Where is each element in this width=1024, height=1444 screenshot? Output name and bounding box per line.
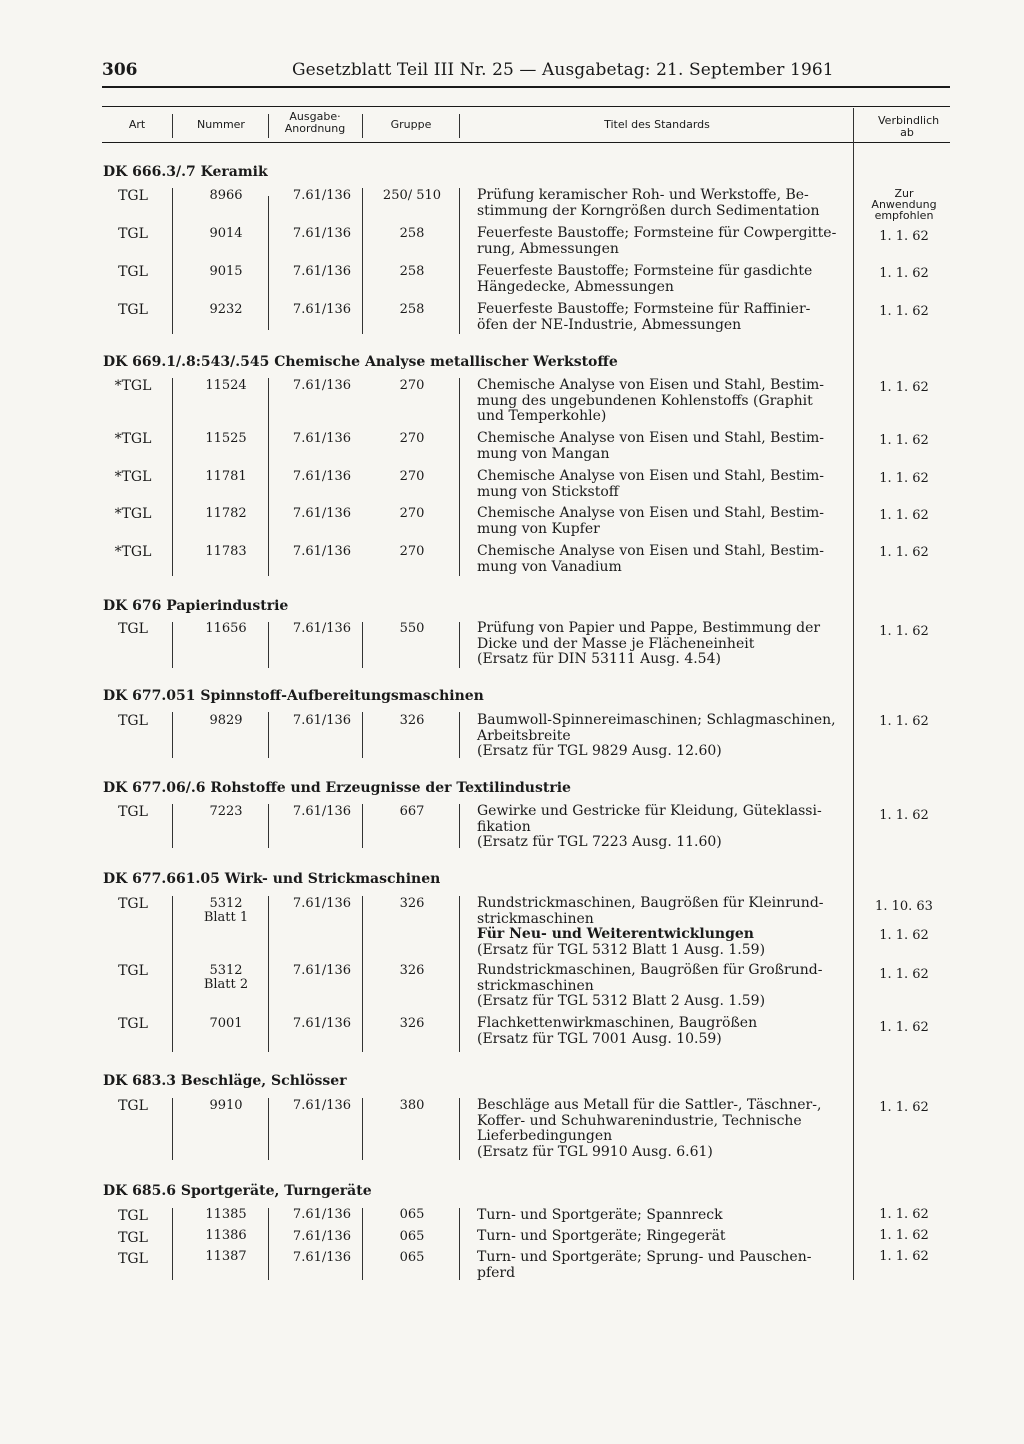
head-sep <box>853 108 854 1280</box>
row-gruppe: 380 <box>399 1098 425 1113</box>
row-nummer: 9829 <box>209 713 243 728</box>
row-ausgabe: 7.61/136 <box>292 506 352 521</box>
col-sep <box>268 622 269 668</box>
header-title: Gesetzblatt Teil III Nr. 25 — Ausgabetag: 21. September 1961 <box>292 60 834 80</box>
row-titel <box>477 226 852 257</box>
title-line: Chemische Analyse von Eisen und Stahl, Bestim- <box>477 468 825 484</box>
row-nummer: 11782 <box>205 506 247 521</box>
row-ausgabe: 7.61/136 <box>292 1229 352 1244</box>
row-verbindlich: 1. 10. 63 <box>875 899 933 914</box>
title-line: Turn- und Sportgeräte; Ringegerät <box>477 1228 726 1244</box>
col-sep <box>362 622 363 668</box>
col-sep <box>459 378 460 576</box>
col-sep <box>172 378 173 576</box>
row-gruppe: 270 <box>399 506 425 521</box>
col-sep <box>172 1098 173 1160</box>
section-title: DK 677.051 Spinnstoff-Aufbereitungsmaschinen <box>103 688 484 704</box>
col-sep <box>172 188 173 334</box>
row-nummer: 9015 <box>209 264 243 279</box>
table-top-rule <box>102 106 950 107</box>
row-nummer: 8966 <box>209 188 243 203</box>
title-line: mung von Stickstoff <box>477 483 619 500</box>
col-sep <box>459 712 460 758</box>
row-gruppe: 258 <box>399 226 425 241</box>
head-sep <box>459 114 460 138</box>
col-sep <box>459 1208 460 1280</box>
col-sep <box>362 804 363 848</box>
row-verbindlich: 1. 1. 62 <box>879 624 929 639</box>
row-nummer: 9910 <box>209 1098 243 1113</box>
row-verbindlich: 1. 1. 62 <box>879 967 929 982</box>
title-line: Prüfung keramischer Roh- und Werkstoffe, Be- <box>477 187 809 203</box>
title-line: öfen der NE-Industrie, Abmessungen <box>477 316 742 333</box>
row-art: TGL <box>118 804 148 820</box>
title-line: Feuerfeste Baustoffe; Formsteine für Raffinier- <box>477 301 811 317</box>
title-line: Arbeitsbreite <box>477 727 571 744</box>
row-verbindlich: 1. 1. 62 <box>879 1249 929 1264</box>
row-verbindlich: 1. 1. 62 <box>879 1207 929 1222</box>
row-ausgabe: 7.61/136 <box>292 1016 352 1031</box>
row-gruppe: 326 <box>399 896 425 911</box>
title-line: Chemische Analyse von Eisen und Stahl, Bestim- <box>477 543 825 559</box>
row-ausgabe: 7.61/136 <box>292 804 352 819</box>
row-titel <box>477 1250 852 1281</box>
col-sep <box>362 896 363 1052</box>
row-gruppe: 065 <box>399 1229 425 1244</box>
title-line: Koffer- und Schuhwarenindustrie, Technische <box>477 1112 802 1129</box>
title-line: Beschläge aus Metall für die Sattler-, Täschner-, <box>477 1097 822 1113</box>
title-line: Lieferbedingungen <box>477 1128 613 1144</box>
head-sep <box>362 114 363 138</box>
title-line: (Ersatz für TGL 5312 Blatt 1 Ausg. 1.59) <box>477 941 766 958</box>
row-blatt: Blatt 2 <box>203 977 249 992</box>
title-line: (Ersatz für TGL 9829 Ausg. 12.60) <box>477 743 722 759</box>
title-line: und Temperkohle) <box>477 408 607 424</box>
row-titel <box>477 804 852 851</box>
title-line: Flachkettenwirkmaschinen, Baugrößen <box>477 1015 758 1031</box>
row-ausgabe: 7.61/136 <box>292 713 352 728</box>
col-sep <box>459 804 460 848</box>
row-verbindlich: 1. 1. 62 <box>879 266 929 281</box>
row-gruppe: 326 <box>399 963 425 978</box>
section-title: DK 666.3/.7 Keramik <box>103 164 268 180</box>
row-verbindlich: 1. 1. 62 <box>879 1020 929 1035</box>
row-art: TGL <box>118 1098 148 1114</box>
row-gruppe: 667 <box>399 804 425 819</box>
title-line: Turn- und Sportgeräte; Sprung- und Pauschen- <box>477 1249 812 1265</box>
section-title: DK 677.06/.6 Rohstoffe und Erzeugnisse der Textilindustrie <box>103 780 571 796</box>
col-sep <box>459 622 460 668</box>
col-sep <box>268 196 269 330</box>
row-verbindlich: 1. 1. 62 <box>879 229 929 244</box>
col-sep <box>459 896 460 1052</box>
row-nummer: 11781 <box>205 469 247 484</box>
row-nummer: 11386 <box>205 1228 247 1243</box>
row-titel <box>477 264 852 295</box>
row-nummer: 9232 <box>209 302 243 317</box>
row-nummer: 11656 <box>205 621 247 636</box>
col-sep <box>362 712 363 758</box>
row-art: TGL <box>118 302 148 318</box>
row-titel <box>477 1229 852 1245</box>
row-art: TGL <box>118 621 148 637</box>
col-sep <box>268 378 269 576</box>
row-ausgabe: 7.61/136 <box>292 1250 352 1265</box>
row-art: TGL <box>118 896 148 912</box>
row-titel <box>477 188 852 219</box>
title-line: Prüfung von Papier und Pappe, Bestimmung der <box>477 620 821 636</box>
row-ausgabe: 7.61/136 <box>292 1098 352 1113</box>
row-art: TGL <box>118 1251 148 1267</box>
page-number: 306 <box>102 60 138 80</box>
col-sep <box>362 1208 363 1280</box>
title-line: fikation <box>477 818 531 835</box>
row-gruppe: 326 <box>399 1016 425 1031</box>
title-line: strickmaschinen <box>477 977 594 994</box>
row-gruppe: 270 <box>399 544 425 559</box>
title-line: stimmung der Korngrößen durch Sedimentation <box>477 202 820 219</box>
col-sep <box>362 1098 363 1160</box>
row-nummer: 5312 <box>209 963 243 978</box>
row-gruppe: 065 <box>399 1207 425 1222</box>
title-line: Feuerfeste Baustoffe; Formsteine für Cowpergitte- <box>477 225 837 241</box>
row-art: TGL <box>118 1230 148 1246</box>
row-verbindlich: 1. 1. 62 <box>879 808 929 823</box>
title-line: (Ersatz für TGL 9910 Ausg. 6.61) <box>477 1143 713 1160</box>
row-verbindlich: Zur Anwendung empfohlen <box>871 187 937 222</box>
row-ausgabe: 7.61/136 <box>292 431 352 446</box>
title-line: mung von Mangan <box>477 445 610 462</box>
col-sep <box>268 804 269 848</box>
col-titel: Titel des Standards <box>604 118 710 131</box>
col-verbindlich: Verbindlich ab <box>878 114 940 139</box>
title-line: Chemische Analyse von Eisen und Stahl, Bestim- <box>477 377 825 393</box>
title-line: pferd <box>477 1264 516 1281</box>
row-art: *TGL <box>114 378 152 394</box>
row-gruppe: 270 <box>399 378 425 393</box>
row-titel <box>477 302 852 333</box>
row-verbindlich: 1. 1. 62 <box>879 1100 929 1115</box>
col-sep <box>268 1208 269 1280</box>
row-nummer: 11525 <box>205 431 247 446</box>
section-title: DK 676 Papierindustrie <box>103 598 289 614</box>
row-ausgabe: 7.61/136 <box>292 188 352 203</box>
row-titel <box>477 469 852 500</box>
row-nummer: 11783 <box>205 544 247 559</box>
col-art: Art <box>128 118 146 131</box>
row-verbindlich: 1. 1. 62 <box>879 380 929 395</box>
title-line-emphasis: Für Neu- und Weiterentwicklungen <box>477 926 754 942</box>
col-sep <box>172 712 173 758</box>
title-line: Chemische Analyse von Eisen und Stahl, Bestim- <box>477 505 825 521</box>
row-titel <box>477 896 852 958</box>
head-sep <box>268 114 269 138</box>
row-art: *TGL <box>114 469 152 485</box>
col-sep <box>172 622 173 668</box>
row-art: TGL <box>118 963 148 979</box>
row-gruppe: 250/ 510 <box>382 188 442 203</box>
row-ausgabe: 7.61/136 <box>292 963 352 978</box>
row-nummer: 5312 <box>209 896 243 911</box>
col-sep <box>362 188 363 334</box>
section-title: DK 669.1/.8:543/.545 Chemische Analyse metallischer Werkstoffe <box>103 354 618 370</box>
row-titel <box>477 1016 852 1047</box>
row-titel <box>477 963 852 1010</box>
head-sep <box>172 114 173 138</box>
row-gruppe: 270 <box>399 469 425 484</box>
title-line: Rundstrickmaschinen, Baugrößen für Großrund- <box>477 962 823 978</box>
col-sep <box>459 1098 460 1160</box>
row-art: *TGL <box>114 506 152 522</box>
row-art: TGL <box>118 264 148 280</box>
row-ausgabe: 7.61/136 <box>292 302 352 317</box>
row-nummer: 11385 <box>205 1207 247 1222</box>
title-line: Feuerfeste Baustoffe; Formsteine für gasdichte <box>477 263 813 279</box>
row-gruppe: 550 <box>399 621 425 636</box>
row-blatt: Blatt 1 <box>203 910 249 925</box>
title-line: Rundstrickmaschinen, Baugrößen für Kleinrund- <box>477 895 824 911</box>
row-gruppe: 258 <box>399 302 425 317</box>
row-titel <box>477 713 852 760</box>
row-nummer: 9014 <box>209 226 243 241</box>
row-art: TGL <box>118 226 148 242</box>
row-verbindlich: 1. 1. 62 <box>879 471 929 486</box>
title-line: mung des ungebundenen Kohlenstoffs (Graphit <box>477 392 813 409</box>
title-line: rung, Abmessungen <box>477 240 619 257</box>
title-line: (Ersatz für DIN 53111 Ausg. 4.54) <box>477 651 721 667</box>
title-line: (Ersatz für TGL 7223 Ausg. 11.60) <box>477 834 722 850</box>
title-line: Dicke und der Masse je Flächeneinheit <box>477 635 755 652</box>
row-titel <box>477 506 852 537</box>
title-line: strickmaschinen <box>477 910 594 927</box>
row-verbindlich: 1. 1. 62 <box>879 508 929 523</box>
section-title: DK 677.661.05 Wirk- und Strickmaschinen <box>103 871 441 887</box>
col-sep <box>172 896 173 1052</box>
row-art: *TGL <box>114 431 152 447</box>
row-verbindlich: 1. 1. 62 <box>879 1228 929 1243</box>
row-ausgabe: 7.61/136 <box>292 226 352 241</box>
row-nummer: 7223 <box>209 804 243 819</box>
row-nummer: 7001 <box>209 1016 243 1031</box>
row-verbindlich: 1. 1. 62 <box>879 433 929 448</box>
row-titel <box>477 621 852 668</box>
title-line: Hängedecke, Abmessungen <box>477 278 674 295</box>
row-gruppe: 326 <box>399 713 425 728</box>
col-sep <box>172 804 173 848</box>
row-art: *TGL <box>114 544 152 560</box>
col-sep <box>268 896 269 1052</box>
row-ausgabe: 7.61/136 <box>292 896 352 911</box>
row-art: TGL <box>118 1208 148 1224</box>
col-sep <box>172 1208 173 1280</box>
row-nummer: 11387 <box>205 1249 247 1264</box>
title-line: Gewirke und Gestricke für Kleidung, Güteklassi- <box>477 803 822 819</box>
title-line: mung von Vanadium <box>477 558 622 575</box>
row-verbindlich-2: 1. 1. 62 <box>879 928 929 943</box>
row-art: TGL <box>118 1016 148 1032</box>
title-line: Baumwoll-Spinnereimaschinen; Schlagmaschinen, <box>477 712 836 728</box>
title-line: mung von Kupfer <box>477 520 600 537</box>
row-ausgabe: 7.61/136 <box>292 378 352 393</box>
row-titel <box>477 378 852 425</box>
header-rule <box>102 86 950 88</box>
row-gruppe: 270 <box>399 431 425 446</box>
col-nummer: Nummer <box>197 118 245 131</box>
col-sep <box>268 712 269 758</box>
row-nummer: 11524 <box>205 378 247 393</box>
col-sep <box>268 1098 269 1160</box>
row-verbindlich: 1. 1. 62 <box>879 545 929 560</box>
col-ausgabe: Ausgabe· Anordnung <box>284 110 346 135</box>
row-titel <box>477 544 852 575</box>
title-line: Chemische Analyse von Eisen und Stahl, Bestim- <box>477 430 825 446</box>
title-line: Turn- und Sportgeräte; Spannreck <box>477 1207 723 1223</box>
table-head-rule <box>102 142 950 143</box>
title-line: (Ersatz für TGL 5312 Blatt 2 Ausg. 1.59) <box>477 993 766 1009</box>
row-ausgabe: 7.61/136 <box>292 544 352 559</box>
row-titel <box>477 1098 852 1160</box>
page-header <box>102 58 950 86</box>
row-titel <box>477 431 852 462</box>
row-titel <box>477 1208 852 1224</box>
section-title: DK 683.3 Beschläge, Schlösser <box>103 1073 347 1089</box>
section-title: DK 685.6 Sportgeräte, Turngeräte <box>103 1183 372 1199</box>
row-ausgabe: 7.61/136 <box>292 264 352 279</box>
row-verbindlich: 1. 1. 62 <box>879 714 929 729</box>
row-gruppe: 258 <box>399 264 425 279</box>
row-ausgabe: 7.61/136 <box>292 1207 352 1222</box>
col-sep <box>459 188 460 334</box>
row-ausgabe: 7.61/136 <box>292 469 352 484</box>
row-art: TGL <box>118 188 148 204</box>
row-verbindlich: 1. 1. 62 <box>879 304 929 319</box>
row-gruppe: 065 <box>399 1250 425 1265</box>
col-gruppe: Gruppe <box>390 118 432 131</box>
title-line: (Ersatz für TGL 7001 Ausg. 10.59) <box>477 1030 722 1047</box>
row-ausgabe: 7.61/136 <box>292 621 352 636</box>
row-art: TGL <box>118 713 148 729</box>
